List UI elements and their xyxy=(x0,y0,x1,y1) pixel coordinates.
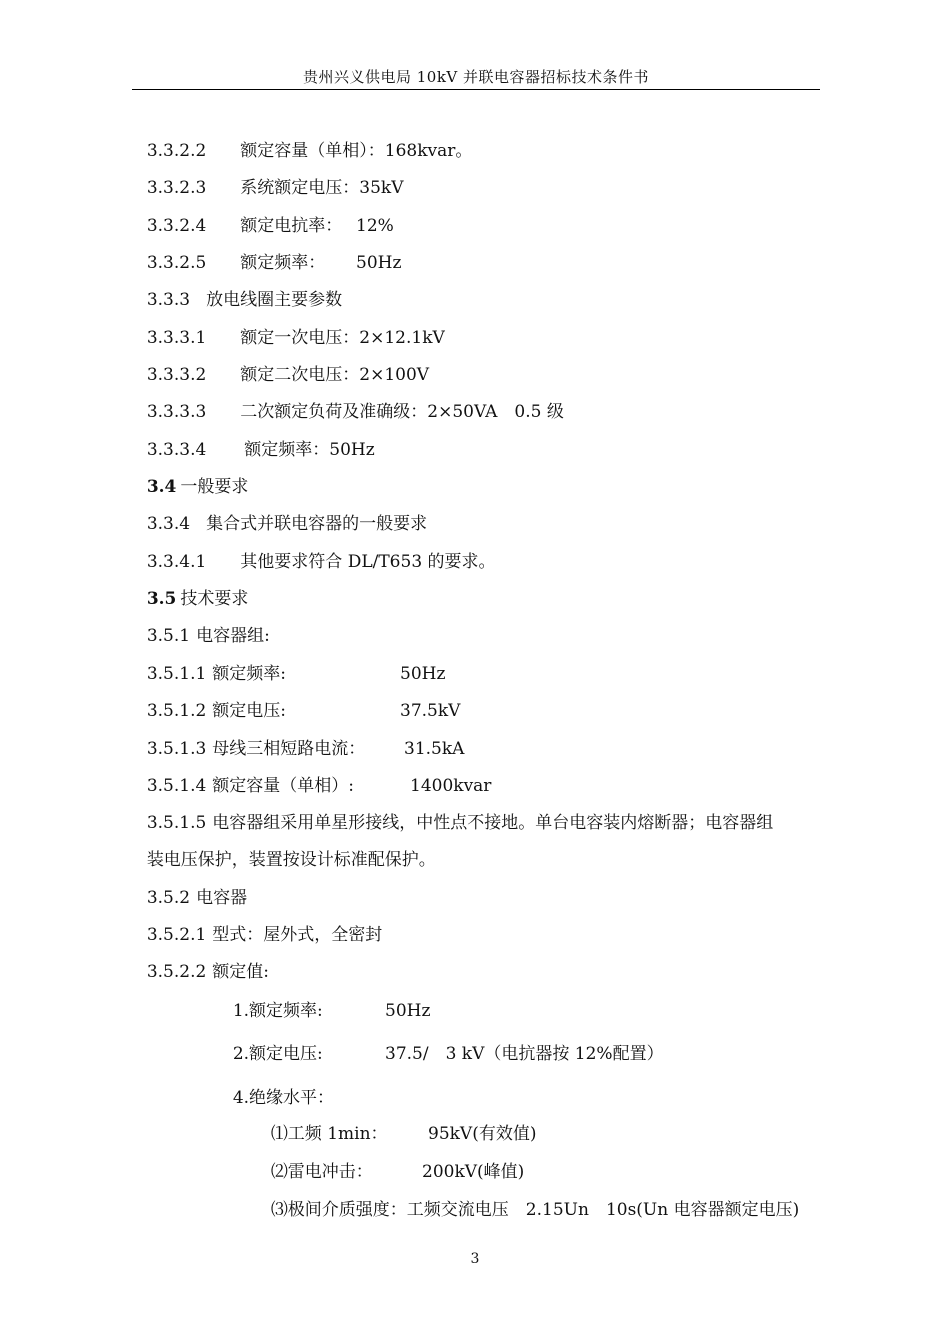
clause-number: 3.3.3.3 xyxy=(146,402,207,422)
section-title: 一般要求 xyxy=(180,477,249,497)
clause-text: 型式：屋外式，全密封 xyxy=(212,925,383,945)
clause-3-3-4-1 xyxy=(136,532,496,572)
clause-3-3-4 xyxy=(136,494,427,534)
section-number: 3.4 xyxy=(146,477,177,497)
clause-text: 母线三相短路电流： xyxy=(212,739,366,759)
clause-number: 3.5.1 xyxy=(146,626,191,646)
clause-3-3-2-3 xyxy=(136,158,404,198)
clause-3-3-2-2 xyxy=(136,121,472,161)
clause-text: 额定频率: xyxy=(212,664,287,684)
clause-number: 3.3.2.4 xyxy=(146,216,207,236)
clause-3-5-2 xyxy=(136,868,247,908)
section-number: 3.5 xyxy=(146,589,177,609)
clause-text: 额定一次电压：2×12.1kV xyxy=(240,328,445,348)
clause-text: 额定值: xyxy=(212,962,270,982)
item-value: 95kV(有效值) xyxy=(428,1124,537,1144)
item-label: 2.额定电压: xyxy=(232,1044,323,1064)
section-title: 技术要求 xyxy=(180,589,249,609)
clause-3-5-1-4 xyxy=(136,756,492,796)
clause-number: 3.5.2.2 xyxy=(146,962,207,982)
item-label: ⑴工频 1min： xyxy=(270,1124,388,1144)
clause-text: 额定容量（单相）: xyxy=(212,776,355,796)
clause-number: 3.5.2.1 xyxy=(146,925,207,945)
clause-number: 3.5.1.5 xyxy=(146,813,207,833)
clause-value: 12% xyxy=(356,216,394,236)
clause-number: 3.3.2.5 xyxy=(146,253,207,273)
section-3-4 xyxy=(136,457,248,497)
clause-3-3-3-1 xyxy=(136,308,445,348)
clause-text: 电容器组采用单星形接线，中性点不接地。单台电容装内熔断器；电容器组 xyxy=(212,813,774,833)
page-number: 3 xyxy=(470,1251,480,1267)
clause-3-5-1-3 xyxy=(136,719,465,759)
lightning-impulse-item xyxy=(260,1142,525,1182)
clause-text: 额定容量（单相）：168kvar。 xyxy=(240,141,473,161)
clause-text: 电容器 xyxy=(196,888,248,908)
header-rule xyxy=(132,89,820,90)
page-header: 贵州兴义供电局 10kV 并联电容器招标技术条件书 xyxy=(302,68,650,86)
clause-text: 二次额定负荷及准确级：2×50VA 0.5 级 xyxy=(240,402,564,422)
clause-text: 额定频率：50Hz xyxy=(244,440,375,460)
clause-3-3-3-4 xyxy=(136,420,375,460)
clause-text: 额定电抗率： xyxy=(240,216,343,236)
insulation-level-item xyxy=(222,1068,334,1108)
clause-value: 31.5kA xyxy=(404,739,465,759)
clause-number: 3.3.2.3 xyxy=(146,178,207,198)
power-frequency-item xyxy=(260,1104,537,1144)
clause-value: 1400kvar xyxy=(410,776,492,796)
item-value: 37.5/ 3 kV（电抗器按 12%配置） xyxy=(385,1044,664,1064)
dielectric-strength-item xyxy=(260,1180,799,1220)
clause-text: 电容器组: xyxy=(196,626,270,646)
clause-number: 3.5.2 xyxy=(146,888,191,908)
item-label: ⑶极间介质强度：工频交流电压 2.15Un 10s(Un 电容器额定电压) xyxy=(270,1200,800,1220)
clause-number: 3.3.3.2 xyxy=(146,365,207,385)
clause-3-5-1-5 xyxy=(136,793,773,833)
clause-number: 3.5.1.2 xyxy=(146,701,207,721)
clause-text: 额定频率： xyxy=(240,253,326,273)
clause-number: 3.5.1.1 xyxy=(146,664,207,684)
clause-3-5-2-2 xyxy=(136,942,269,982)
rated-frequency-item xyxy=(222,981,431,1021)
clause-3-3-2-4 xyxy=(136,196,394,236)
item-value: 50Hz xyxy=(385,1001,431,1021)
clause-3-3-3-3 xyxy=(136,382,564,422)
clause-text: 集合式并联电容器的一般要求 xyxy=(206,514,428,534)
clause-value: 50Hz xyxy=(356,253,402,273)
clause-3-3-2-5 xyxy=(136,233,402,273)
rated-voltage-item xyxy=(222,1024,664,1064)
item-value: 200kV(峰值) xyxy=(422,1162,525,1182)
clause-number: 3.3.4 xyxy=(146,514,191,534)
clause-3-3-3 xyxy=(136,270,342,310)
clause-number: 3.3.2.2 xyxy=(146,141,207,161)
clause-3-3-3-2 xyxy=(136,345,429,385)
item-label: 1.额定频率: xyxy=(232,1001,323,1021)
item-label: 4.绝缘水平： xyxy=(232,1088,335,1108)
clause-text: 其他要求符合 DL/T653 的要求。 xyxy=(240,552,496,572)
clause-text: 额定二次电压：2×100V xyxy=(240,365,430,385)
clause-number: 3.3.3 xyxy=(146,290,191,310)
clause-number: 3.3.3.4 xyxy=(146,440,207,460)
clause-3-5-1 xyxy=(136,606,270,646)
clause-number: 3.3.3.1 xyxy=(146,328,207,348)
clause-3-5-1-5-continued xyxy=(136,830,436,870)
clause-text: 装电压保护，装置按设计标准配保护。 xyxy=(146,850,436,870)
item-label: ⑵雷电冲击： xyxy=(270,1162,373,1182)
clause-number: 3.3.4.1 xyxy=(146,552,207,572)
clause-number: 3.5.1.3 xyxy=(146,739,207,759)
section-3-5 xyxy=(136,569,248,609)
clause-text: 额定电压: xyxy=(212,701,287,721)
clause-value: 50Hz xyxy=(400,664,446,684)
clause-3-5-1-1 xyxy=(136,644,446,684)
clause-3-5-2-1 xyxy=(136,905,382,945)
clause-text: 放电线圈主要参数 xyxy=(206,290,343,310)
clause-3-5-1-2 xyxy=(136,681,461,721)
clause-number: 3.5.1.4 xyxy=(146,776,207,796)
clause-value: 37.5kV xyxy=(400,701,461,721)
clause-text: 系统额定电压：35kV xyxy=(240,178,404,198)
